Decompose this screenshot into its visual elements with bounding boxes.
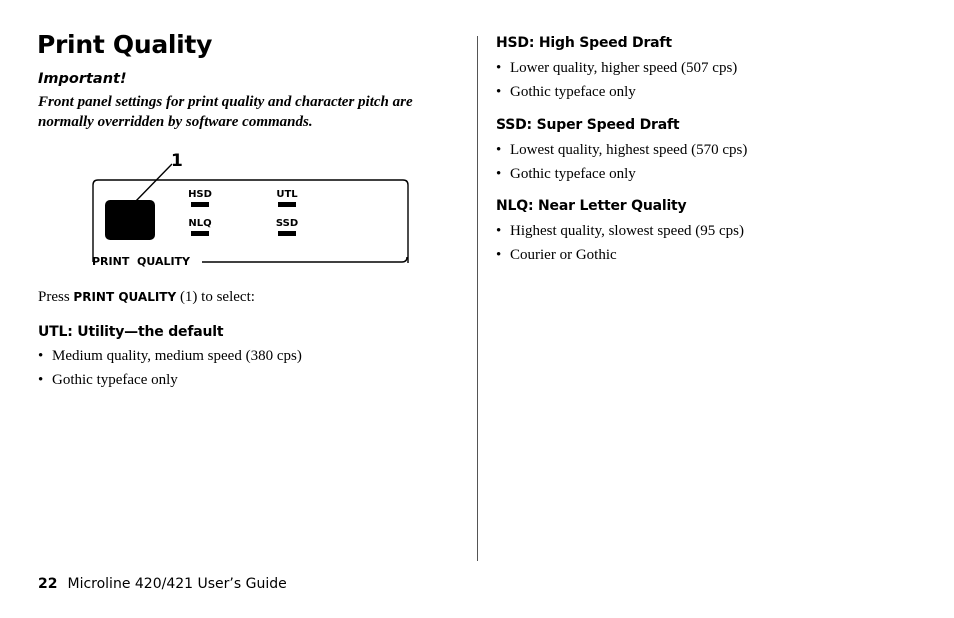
list-item: • Gothic typeface only: [496, 84, 636, 100]
press-text-before: Press: [38, 289, 74, 305]
guide-title: Microline 420/421 User’s Guide: [67, 576, 287, 592]
callout-leader: [134, 164, 172, 203]
indicator-label-hsd: HSD: [188, 189, 212, 200]
panel-caption: PRINT QUALITY: [92, 255, 191, 268]
print-quality-key-label: PRINT QUALITY: [73, 290, 177, 304]
indicator-light-hsd: [191, 202, 209, 207]
utl-bullet-list: [38, 344, 458, 392]
important-label: Important!: [38, 71, 127, 87]
ssd-bullet-list: [496, 138, 916, 186]
list-item: • Gothic typeface only: [38, 372, 178, 388]
list-item: • Medium quality, medium speed (380 cps): [38, 348, 302, 364]
indicator-label-ssd: SSD: [275, 218, 299, 229]
page-footer: [38, 576, 287, 592]
ssd-heading: SSD: Super Speed Draft: [496, 117, 680, 133]
utl-heading: UTL: Utility—the default: [38, 324, 224, 340]
list-item: • Lowest quality, highest speed (570 cps): [496, 142, 748, 158]
print-quality-panel-diagram: [80, 145, 420, 275]
page-title: Print Quality: [37, 30, 213, 59]
list-item: • Gothic typeface only: [496, 166, 636, 182]
callout-number: 1: [171, 151, 183, 171]
indicator-label-nlq: NLQ: [188, 218, 212, 229]
press-instruction: [38, 289, 255, 306]
list-item: • Highest quality, slowest speed (95 cps): [496, 223, 744, 239]
print-quality-button: [105, 200, 155, 240]
list-item: • Lower quality, higher speed (507 cps): [496, 60, 738, 76]
nlq-bullet-list: [496, 219, 916, 267]
indicator-label-utl: UTL: [276, 189, 298, 200]
panel-bottom-line: [202, 257, 407, 262]
page-number: 22: [38, 576, 58, 592]
nlq-heading: NLQ: Near Letter Quality: [496, 198, 687, 214]
important-note: Front panel settings for print quality and character pitch are normally overridden by software commands.: [38, 94, 413, 130]
indicator-light-utl: [278, 202, 296, 207]
hsd-bullet-list: [496, 56, 916, 104]
column-divider: [477, 36, 478, 561]
indicator-light-ssd: [278, 231, 296, 236]
indicator-light-nlq: [191, 231, 209, 236]
press-text-after: (1) to select:: [176, 289, 255, 305]
hsd-heading: HSD: High Speed Draft: [496, 35, 672, 51]
list-item: • Courier or Gothic: [496, 247, 617, 263]
